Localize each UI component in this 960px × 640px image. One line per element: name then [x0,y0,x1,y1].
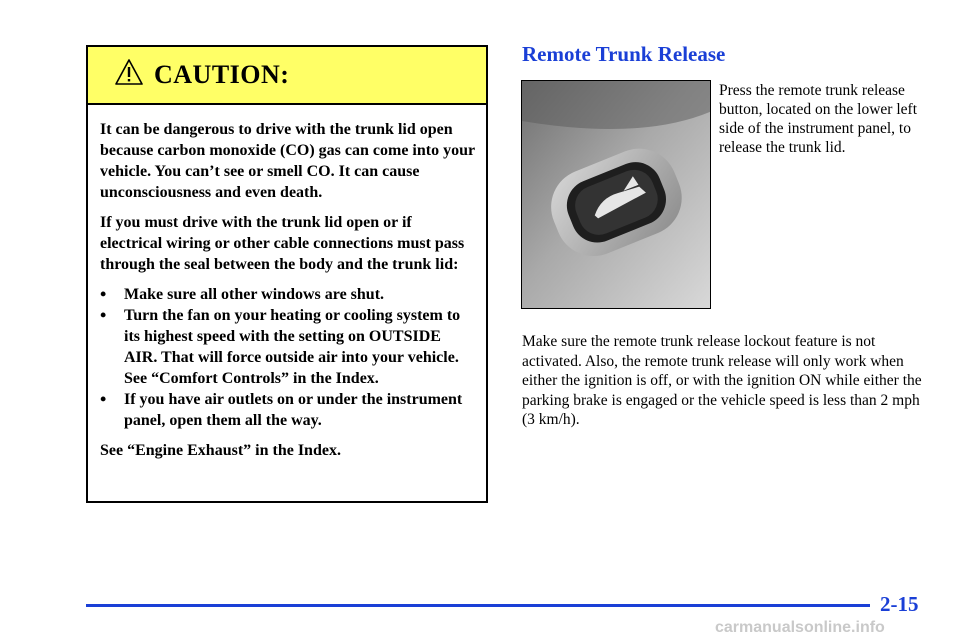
caution-bullet-list [100,284,476,431]
watermark: carmanualsonline.info [715,619,885,636]
list-item: • If you have air outlets on or under the instrument panel, open them all the way. [100,389,476,431]
trunk-release-button-photo [521,80,711,309]
page-number: 2-15 [880,592,919,616]
caution-body [88,105,486,461]
list-item: • Turn the fan on your heating or cooling system to its highest speed with the setting on OUTSIDE AIR. That will force outside air into your vehicle. See “Comfort Controls” in the Index. [100,305,476,389]
caution-box [86,45,488,503]
photo-caption: Press the remote trunk release button, located on the lower left side of the instrument panel, to release the trunk lid. [719,82,917,156]
caution-paragraph-1: It can be dangerous to drive with the trunk lid open because carbon monoxide (CO) gas can come into your vehicle. You can’t see or smell CO. It can cause unconsciousness and even death. [100,121,475,201]
section-title: Remote Trunk Release [522,42,726,66]
caution-header [88,47,486,105]
caution-paragraph-2: If you must drive with the trunk lid open or if electrical wiring or other cable connections must pass through the seal between the body and the trunk lid: [100,214,465,273]
trunk-release-button-illustration [522,81,711,309]
body-text: Make sure the remote trunk release lockout feature is not activated. Also, the remote trunk release will only work when either the ignition is off, or with the ignition ON while either the parking brake is engaged or the vehicle speed is less than 2 mph (3 km/h). [522,333,922,428]
footer-rule [86,604,870,607]
warning-triangle-icon [114,58,144,86]
caution-title: CAUTION: [154,60,290,89]
caution-closing: See “Engine Exhaust” in the Index. [100,442,341,459]
list-item: • Make sure all other windows are shut. [100,284,476,305]
